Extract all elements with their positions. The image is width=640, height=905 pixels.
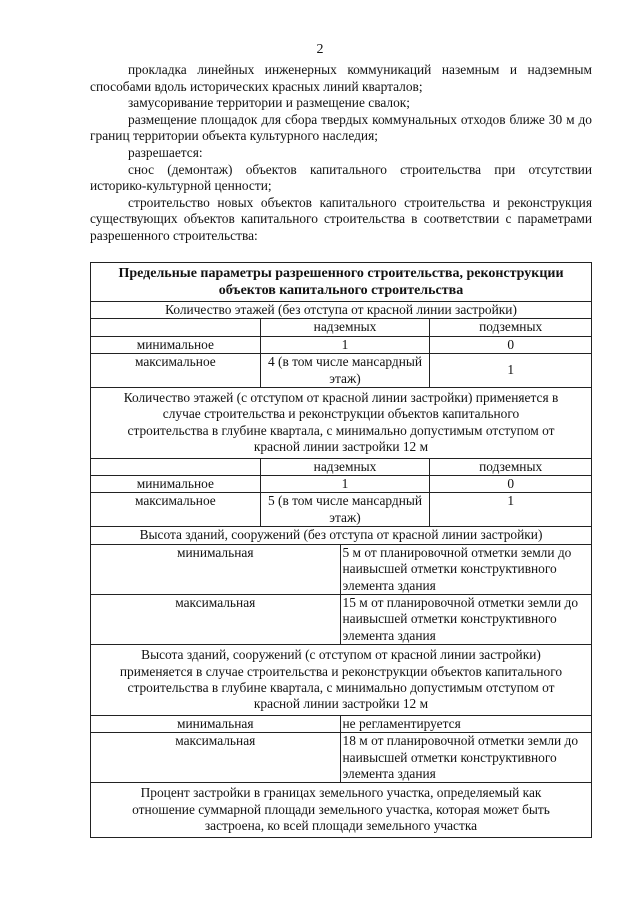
- floors-no-setback-heading: Количество этажей (без отступа от красной линии застройки): [91, 302, 592, 319]
- paragraph: размещение площадок для сбора твердых коммунальных отходов ближе 30 м до границ территории объекта культурного наследия;: [90, 111, 592, 144]
- table-title: Предельные параметры разрешенного строительства, реконструкции объектов капитального строительства: [91, 263, 592, 302]
- floors-setback-heading: Количество этажей (с отступом от красной линии застройки) применяется в случае строительства и реконструкции объектов капитального строительства в глубине квартала, с минимально допустимым отступом от красной линии застройки 12 м: [91, 388, 592, 459]
- min-below-value: 0: [430, 336, 592, 353]
- max-below-value: 1: [430, 354, 592, 388]
- max-label: максимальная: [91, 733, 341, 783]
- height-no-setback-heading: Высота зданий, сооружений (без отступа от красной линии застройки): [91, 527, 592, 544]
- paragraph: замусоривание территории и размещение свалок;: [128, 95, 411, 111]
- max-above-value: 5 (в том числе мансардный этаж): [260, 493, 430, 527]
- max-label: максимальная: [91, 594, 341, 644]
- min-below-value: 0: [430, 476, 592, 493]
- height-setback-heading: Высота зданий, сооружений (с отступом от красной линии застройки) применяется в случае строительства и реконструкции объектов капитального строительства в глубине квартала, с минимально допустимым отступом от красной линии застройки 12 м: [91, 645, 592, 716]
- paragraph: снос (демонтаж) объектов капитального строительства при отсутствии историко-культурной ценности;: [90, 161, 592, 194]
- min-label: минимальное: [91, 336, 261, 353]
- min-value: 5 м от планировочной отметки земли до наивысшей отметки конструктивного элемента здания: [340, 544, 591, 594]
- max-value: 18 м от планировочной отметки земли до наивысшей отметки конструктивного элемента здания: [340, 733, 591, 783]
- max-value: 15 м от планировочной отметки земли до наивысшей отметки конструктивного элемента здания: [340, 594, 591, 644]
- parameters-table: [90, 262, 592, 838]
- col-above-ground: надземных: [260, 319, 430, 336]
- page-number: 2: [316, 42, 324, 57]
- col-below-ground: подземных: [430, 458, 592, 475]
- body-text: [90, 62, 592, 245]
- max-label: максимальное: [91, 493, 261, 527]
- min-above-value: 1: [260, 336, 430, 353]
- min-label: минимальная: [91, 544, 341, 594]
- col-below-ground: подземных: [430, 319, 592, 336]
- empty-cell: [91, 319, 261, 336]
- paragraph: разрешается:: [128, 144, 203, 160]
- paragraph: прокладка линейных инженерных коммуникаций наземным и надземным способами вдоль исторических красных линий кварталов;: [90, 62, 592, 94]
- coverage-heading: Процент застройки в границах земельного участка, определяемый как отношение суммарной площади земельного участка, которая может быть застроена, ко всей площади земельного участка: [91, 783, 592, 837]
- min-label: минимальная: [91, 715, 341, 732]
- min-above-value: 1: [260, 476, 430, 493]
- max-above-value: 4 (в том числе мансардный этаж): [260, 354, 430, 388]
- min-value: не регламентируется: [340, 715, 591, 732]
- col-above-ground: надземных: [260, 458, 430, 475]
- paragraph: строительство новых объектов капитального строительства и реконструкция существующих объектов капитального строительства в соответствии с параметрами разрешенного строительства:: [90, 194, 592, 243]
- max-label: максимальное: [91, 354, 261, 388]
- empty-cell: [91, 458, 261, 475]
- min-label: минимальное: [91, 476, 261, 493]
- max-below-value: 1: [430, 493, 592, 527]
